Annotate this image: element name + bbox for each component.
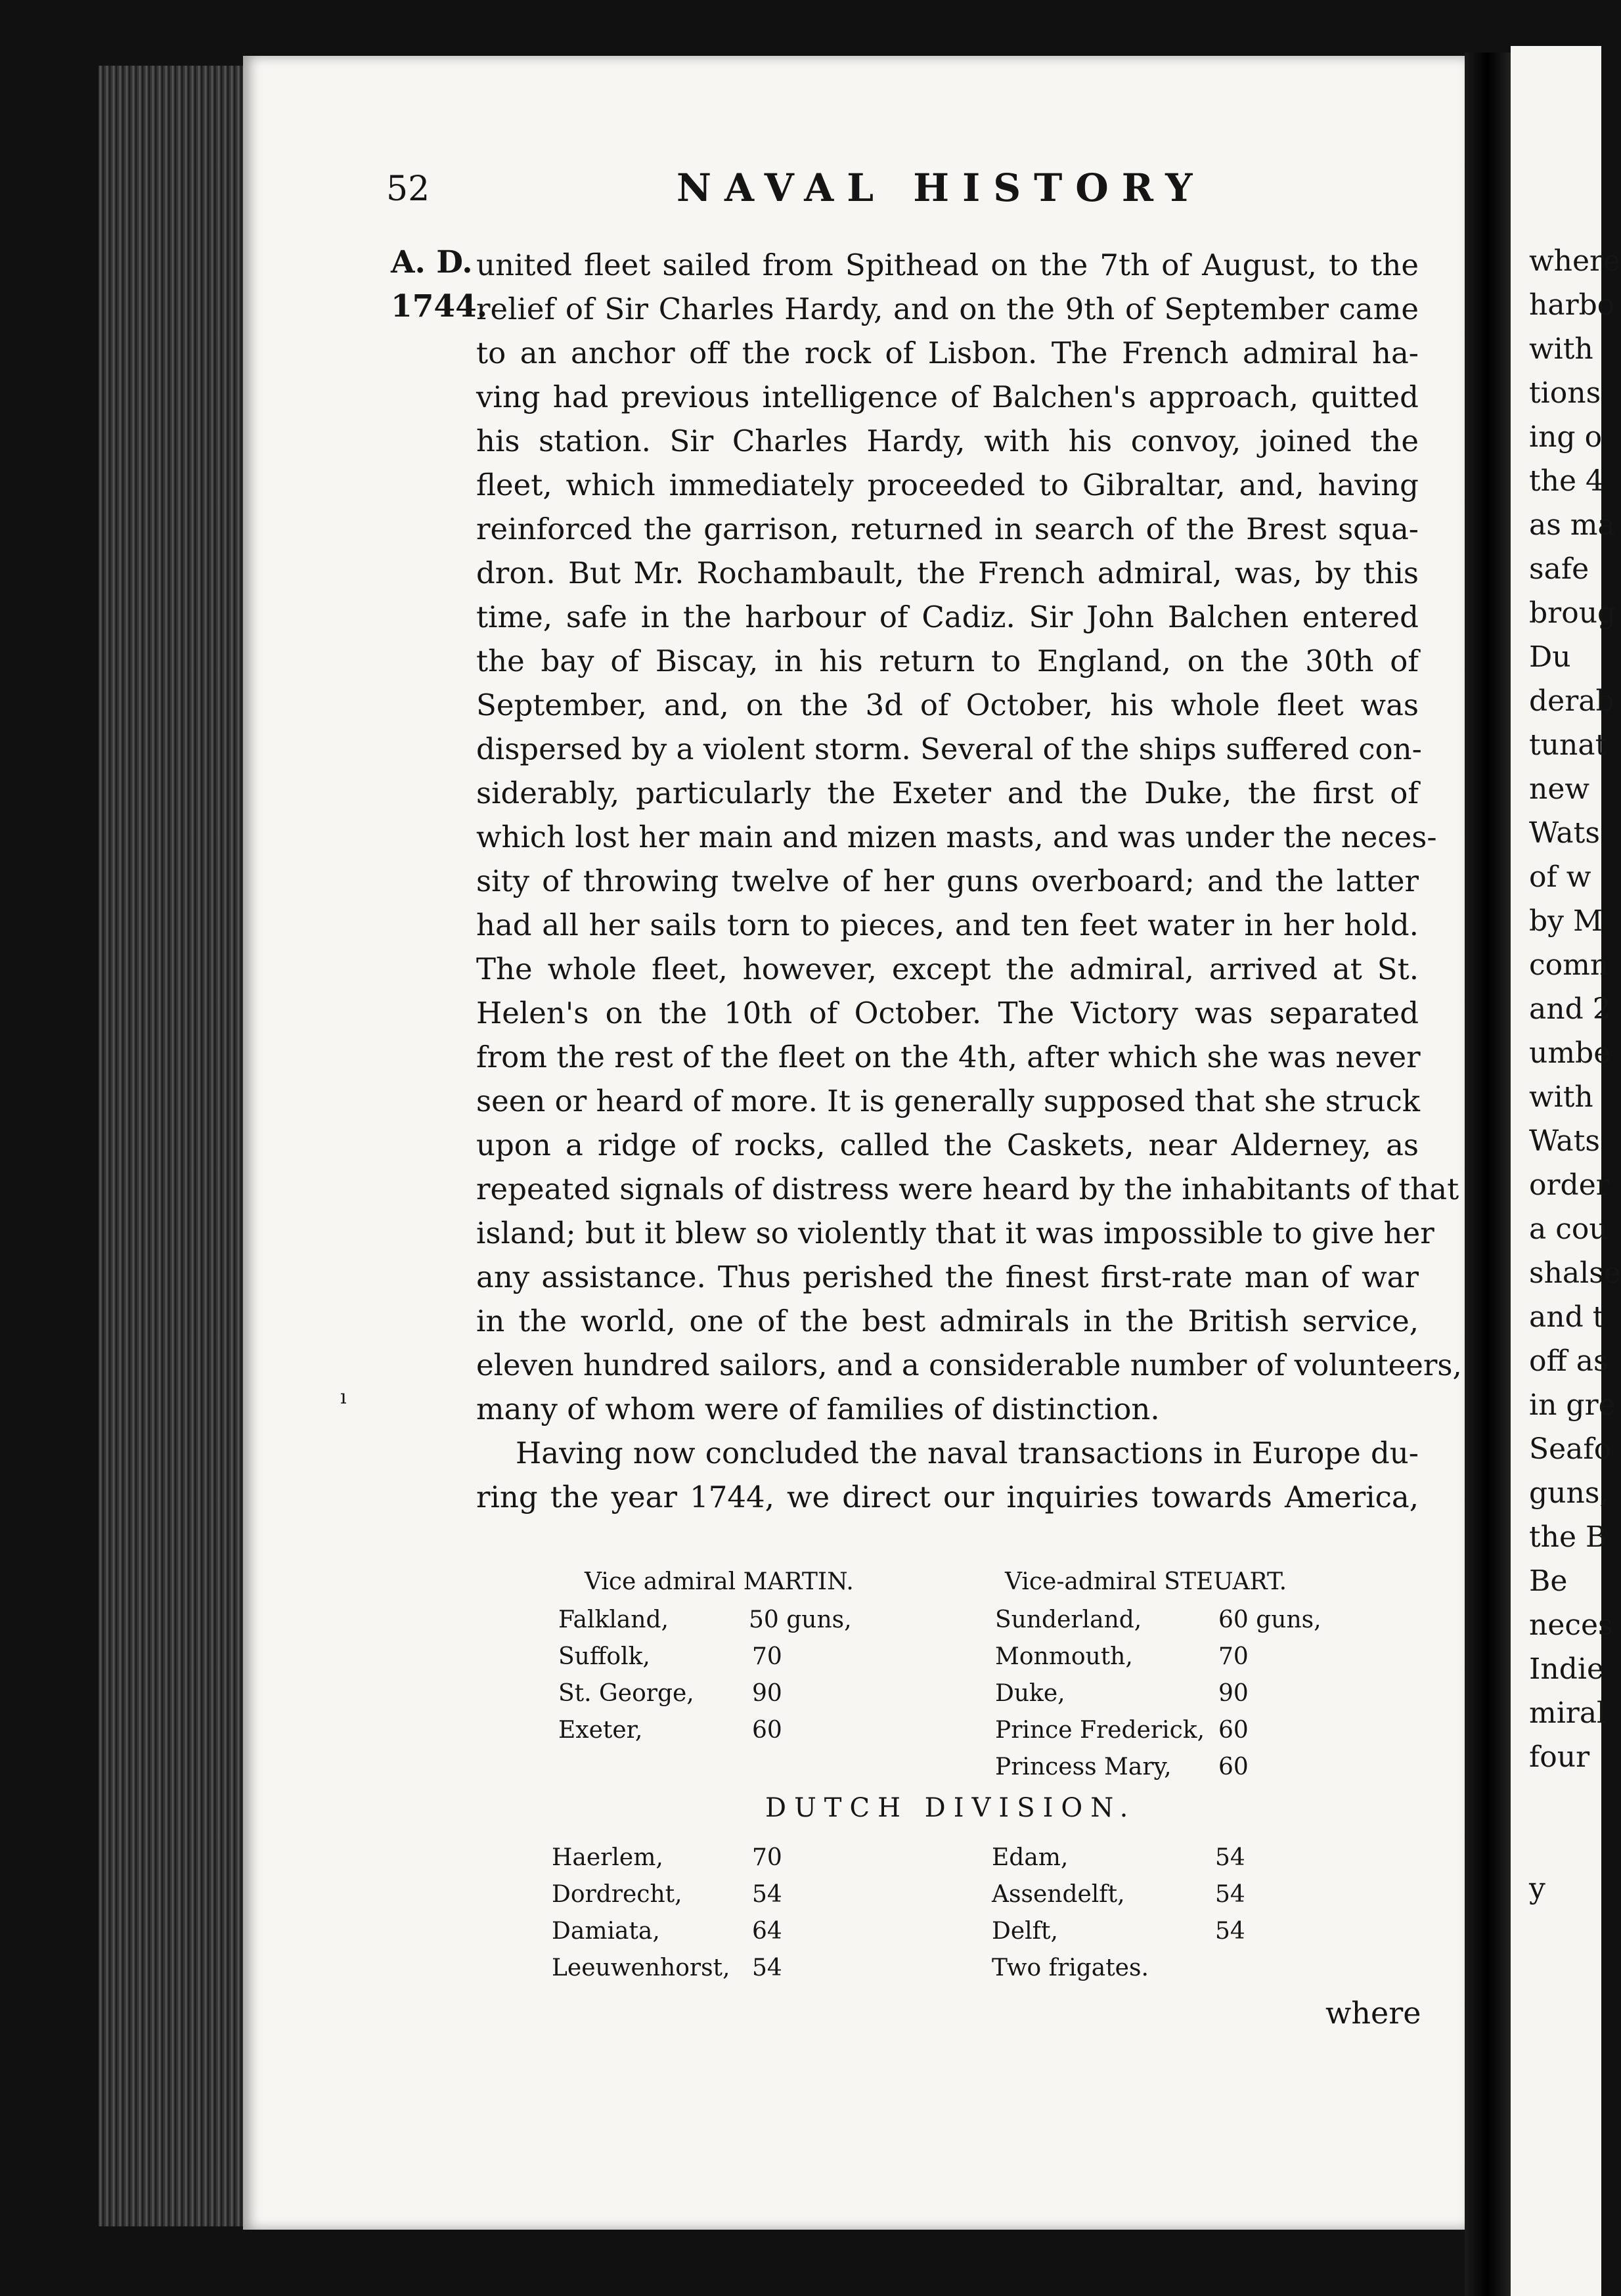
text-line: dron. But Mr. Rochambault, the French admiral, was, by this (476, 556, 1419, 590)
ship-guns: 64 (752, 1918, 782, 1945)
facing-page-fragment: Indie (1529, 1652, 1604, 1686)
ship-guns: 54 (1215, 1881, 1245, 1908)
ship-name: Haerlem, (552, 1844, 663, 1871)
facing-page-fragment: miral (1529, 1696, 1607, 1730)
ship-guns: 60 (1218, 1754, 1249, 1780)
catchword: where (1325, 1995, 1421, 2031)
right-squadron-heading: Vice-admiral STEUART. (1005, 1568, 1287, 1595)
ship-name: Duke, (995, 1680, 1065, 1707)
text-line: seen or heard of more. It is generally supposed that she struck (476, 1084, 1421, 1118)
facing-page-fragment: safe (1529, 552, 1589, 586)
facing-page-fragment: and t (1529, 1300, 1605, 1334)
facing-page-fragment: tions (1529, 376, 1601, 410)
ship-name: St. George, (558, 1680, 694, 1707)
text-line: to an anchor off the rock of Lisbon. The French admiral ha- (476, 336, 1419, 370)
ship-guns: 54 (752, 1881, 782, 1908)
margin-year: 1744. (391, 288, 488, 324)
facing-page-fragment: four (1529, 1740, 1590, 1774)
ship-guns: 70 (752, 1844, 782, 1871)
ship-guns: 90 (752, 1680, 782, 1707)
book-gutter (1465, 53, 1511, 2296)
ship-name: Suffolk, (558, 1643, 650, 1670)
text-line: upon a ridge of rocks, called the Caskets, near Alderney, as (476, 1128, 1419, 1162)
facing-page-fragment: Wats (1529, 1124, 1600, 1158)
facing-page-fragment: derab (1529, 684, 1614, 718)
text-line: the bay of Biscay, in his return to England, on the 30th of (476, 644, 1419, 678)
facing-page-fragment: a cou (1529, 1212, 1608, 1246)
facing-page-fragment: the 4 (1529, 464, 1605, 498)
ship-name: Damiata, (552, 1918, 660, 1945)
text-line: had all her sails torn to pieces, and ten feet water in her hold. (476, 908, 1419, 942)
facing-page-fragment: as ma (1529, 508, 1615, 542)
facing-page-fragment: guns, (1529, 1476, 1609, 1510)
facing-page-fragment: new (1529, 772, 1590, 806)
ship-guns: 50 guns, (749, 1606, 852, 1633)
margin-year-label: A. D. (391, 244, 473, 280)
facing-page-fragment: Be (1529, 1564, 1568, 1598)
ship-guns: 60 (752, 1717, 782, 1744)
running-head: NAVAL HISTORY (677, 166, 1206, 210)
text-line: eleven hundred sailors, and a considerable number of volunteers, (476, 1348, 1462, 1382)
ship-name: Prince Frederick, (995, 1717, 1205, 1744)
facing-page-fragment: of w (1529, 860, 1591, 894)
facing-page-fragment: in gre (1529, 1388, 1616, 1422)
facing-page-fragment: Du (1529, 640, 1571, 674)
ship-name: Princess Mary, (995, 1754, 1172, 1780)
text-line: relief of Sir Charles Hardy, and on the 9th of September came (476, 292, 1419, 326)
ship-name: Leeuwenhorst, (552, 1954, 730, 1981)
ship-guns: 70 (1218, 1643, 1249, 1670)
body-text (476, 243, 1462, 1519)
ship-guns: 54 (1215, 1844, 1245, 1871)
facing-page-fragment: y (1529, 1872, 1545, 1905)
text-line: which lost her main and mizen masts, and was under the neces- (476, 820, 1437, 854)
text-line: ring the year 1744, we direct our inquiries towards America, (476, 1480, 1419, 1514)
ship-name: Falkland, (558, 1606, 669, 1633)
facing-page-fragment: with (1529, 332, 1593, 366)
text-line: from the rest of the fleet on the 4th, after which she was never (476, 1040, 1421, 1074)
ship-guns: 60 (1218, 1717, 1249, 1744)
text-line: reinforced the garrison, returned in search of the Brest squa- (476, 512, 1419, 546)
ship-name: Sunderland, (995, 1606, 1142, 1633)
text-line: The whole fleet, however, except the admiral, arrived at St. (476, 952, 1419, 986)
text-line: his station. Sir Charles Hardy, with his convoy, joined the (476, 424, 1419, 458)
text-line: repeated signals of distress were heard by the inhabitants of that (476, 1172, 1459, 1206)
facing-page-fragment: comn (1529, 948, 1609, 982)
ship-name: Exeter, (558, 1717, 643, 1744)
ship-name: Monmouth, (995, 1643, 1133, 1670)
text-line: dispersed by a violent storm. Several of the ships suffered con- (476, 732, 1422, 766)
ship-name: Dordrecht, (552, 1881, 682, 1908)
page-number: 52 (386, 169, 430, 209)
facing-page-fragment: with (1529, 1080, 1593, 1114)
ship-guns: 60 guns, (1218, 1606, 1321, 1633)
text-line: many of whom were of families of distinction. (476, 1392, 1160, 1426)
text-line: September, and, on the 3d of October, his whole fleet was (476, 688, 1419, 722)
facing-page-fragment: harbo (1529, 288, 1615, 322)
text-line: Having now concluded the naval transactions in Europe du- (516, 1436, 1419, 1470)
left-squadron-heading: Vice admiral MARTIN. (585, 1568, 854, 1595)
facing-page-fragment: broug (1529, 596, 1616, 630)
text-line: in the world, one of the best admirals in the British service, (476, 1304, 1419, 1338)
stray-ink-mark: ı (340, 1386, 347, 1409)
text-line: any assistance. Thus perished the finest first-rate man of war (476, 1260, 1419, 1294)
facing-page-fragment: umbe (1529, 1036, 1611, 1070)
text-line: island; but it blew so violently that it was impossible to give her (476, 1216, 1434, 1250)
text-line: united fleet sailed from Spithead on the 7th of August, to the (476, 248, 1419, 282)
facing-page-fragment: tunat (1529, 728, 1607, 762)
text-line: siderably, particularly the Exeter and the Duke, the first of (476, 776, 1419, 810)
facing-page-fragment: and 2 (1529, 992, 1611, 1026)
book-spine-edge (99, 66, 250, 2226)
facing-page-fragment: where (1529, 244, 1621, 278)
facing-page-fragment: neces (1529, 1608, 1613, 1642)
facing-page-fragment: Seafo (1529, 1432, 1612, 1466)
ship-guns: 70 (752, 1643, 782, 1670)
facing-page-fragment: shalse (1529, 1256, 1621, 1290)
facing-page-fragment: order (1529, 1168, 1610, 1202)
ship-name: Edam, (992, 1844, 1069, 1871)
ship-name: Two frigates. (992, 1954, 1149, 1981)
ship-guns: 90 (1218, 1680, 1249, 1707)
ship-guns: 54 (1215, 1918, 1245, 1945)
text-line: sity of throwing twelve of her guns overboard; and the latter (476, 864, 1419, 898)
facing-page-fragment: by M (1529, 904, 1603, 938)
text-line: fleet, which immediately proceeded to Gibraltar, and, having (476, 468, 1419, 502)
facing-page-fragment: ing o (1529, 420, 1603, 454)
text-line: ving had previous intelligence of Balchen's approach, quitted (476, 380, 1419, 414)
dutch-division-heading: DUTCH DIVISION. (765, 1793, 1136, 1823)
facing-page-fragment: Wats (1529, 816, 1600, 850)
text-line: Helen's on the 10th of October. The Victory was separated (476, 996, 1419, 1030)
ship-name: Assendelft, (992, 1881, 1125, 1908)
ship-guns: 54 (752, 1954, 782, 1981)
facing-page-fragment: the B (1529, 1520, 1607, 1554)
facing-page-fragment: off as (1529, 1344, 1609, 1378)
text-line: time, safe in the harbour of Cadiz. Sir John Balchen entered (476, 600, 1419, 634)
ship-name: Delft, (992, 1918, 1058, 1945)
